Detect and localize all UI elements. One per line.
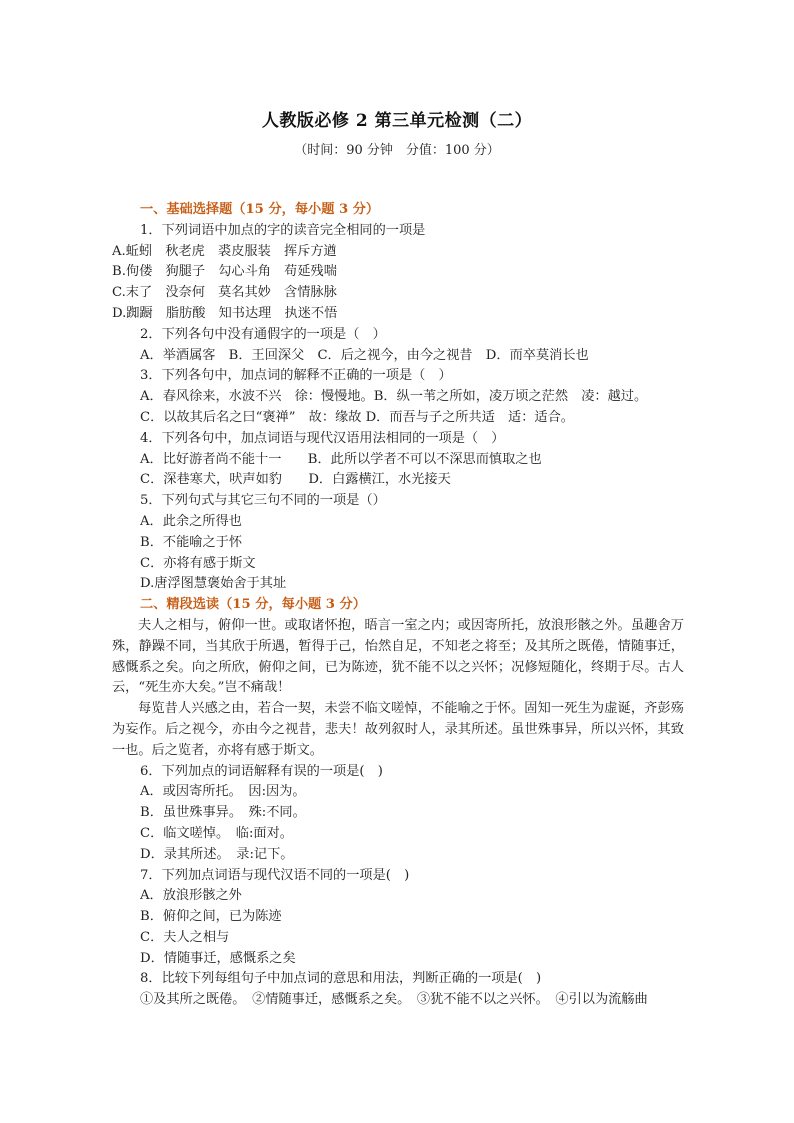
option-line: C.末了 没奈何 莫名其妙 含情脉脉 (112, 285, 337, 301)
option-line: A．或因寄所托。 因:因为。 (140, 784, 306, 800)
option-line: ①及其所之既倦。 ②情随事迁，感慨系之矣。 ③犹不能不以之兴怀。 ④引以为流觞曲 (140, 992, 648, 1008)
page-title: 人教版必修 2 第三单元检测（二） (261, 111, 533, 131)
document-body (112, 200, 684, 1011)
question-line: 3．下列各句中，加点词的解释不正确的一项是（ ） (140, 368, 452, 384)
option-line: A．举酒属客 B．王回深父 C．后之视今，由今之视昔 D．而卒莫消长也 (140, 347, 589, 363)
option-line: C．亦将有感于斯文 (140, 555, 256, 571)
option-line: D．录其所述。 录:记下。 (140, 846, 294, 862)
question-line: 1．下列词语中加点的字的读音完全相同的一项是 (140, 222, 426, 238)
passage-paragraph: 夫人之相与，俯仰一世。或取诸怀抱，晤言一室之内；或因寄所托，放浪形骸之外。虽趣舍万殊，静躁不同，当其欣于所遇，暂得于己，怡然自足，不知老之将至；及其所之既倦，情随事迁，感慨系之矣。向之所欣，俯仰之间，已为陈迹，犹不能不以之兴怀；况修短随化，终期于尽。古人云，“死生亦大矣。”岂不痛哉！ (112, 617, 684, 696)
option-line: A．此余之所得也 (140, 513, 242, 529)
passage-paragraph: 每览昔人兴感之由，若合一契，未尝不临文嗟悼，不能喻之于怀。固知一死生为虚诞，齐彭殇为妄作。后之视今，亦由今之视昔，悲夫！故列叙时人，录其所述。虽世殊事异，所以兴怀，其致一也。后之览者，亦将有感于斯文。 (112, 701, 684, 758)
option-line: A．春风徐来，水波不兴 徐：慢慢地。B．纵一苇之所如，凌万顷之茫然 凌：越过。 (140, 389, 648, 405)
question-line: 5．下列句式与其它三句不同的一项是（） (140, 493, 386, 509)
question-line: 6．下列加点的词语解释有误的一项是( ) (140, 763, 383, 779)
exam-info: （时间：90 分钟 分值：100 分） (294, 143, 500, 158)
option-line: C．夫人之相与 (140, 929, 230, 945)
reading-passage (112, 616, 684, 762)
option-line: D.唐浮图慧褒始舍于其址 (140, 576, 287, 592)
section-heading: 一、基础选择题（15 分，每小题 3 分） (140, 202, 380, 217)
option-line: D.踟蹰 脂肪酸 知书达理 执迷不悟 (112, 305, 338, 321)
option-line: B．俯仰之间，已为陈迹 (140, 909, 282, 925)
option-line: A．放浪形骸之外 (140, 888, 242, 904)
section-heading: 二、精段选读（15 分，每小题 3 分） (140, 597, 366, 613)
option-line: C．以故其后名之曰“褒禅” 故：缘故 D．而吾与子之所共适 适：适合。 (140, 409, 574, 425)
option-line: D．情随事迁，感慨系之矣 (140, 950, 296, 966)
question-line: 8．比较下列每组句子中加点词的意思和用法，判断正确的一项是( ) (140, 971, 542, 987)
question-line: 4．下列各句中，加点词语与现代汉语用法相同的一项是（ ） (140, 430, 505, 446)
option-line: C．深巷寒犬，吠声如豹 D．白露横江，水光接天 (140, 472, 451, 488)
option-line: B．不能喻之于怀 (140, 534, 243, 550)
question-line: 7．下列加点词语与现代汉语不同的一项是( ) (140, 867, 410, 883)
option-line: B.佝偻 狗腿子 勾心斗角 苟延残喘 (112, 264, 337, 280)
option-line: B．虽世殊事异。 殊:不同。 (140, 805, 306, 821)
option-line: A.蚯蚓 秋老虎 裘皮服装 挥斥方遒 (112, 243, 337, 259)
question-line: 2．下列各句中没有通假字的一项是（ ） (140, 326, 386, 342)
option-line: A．比好游者尚不能十一 B．此所以学者不可以不深思而慎取之也 (140, 451, 542, 467)
option-line: C．临文嗟悼。 临:面对。 (140, 825, 293, 841)
